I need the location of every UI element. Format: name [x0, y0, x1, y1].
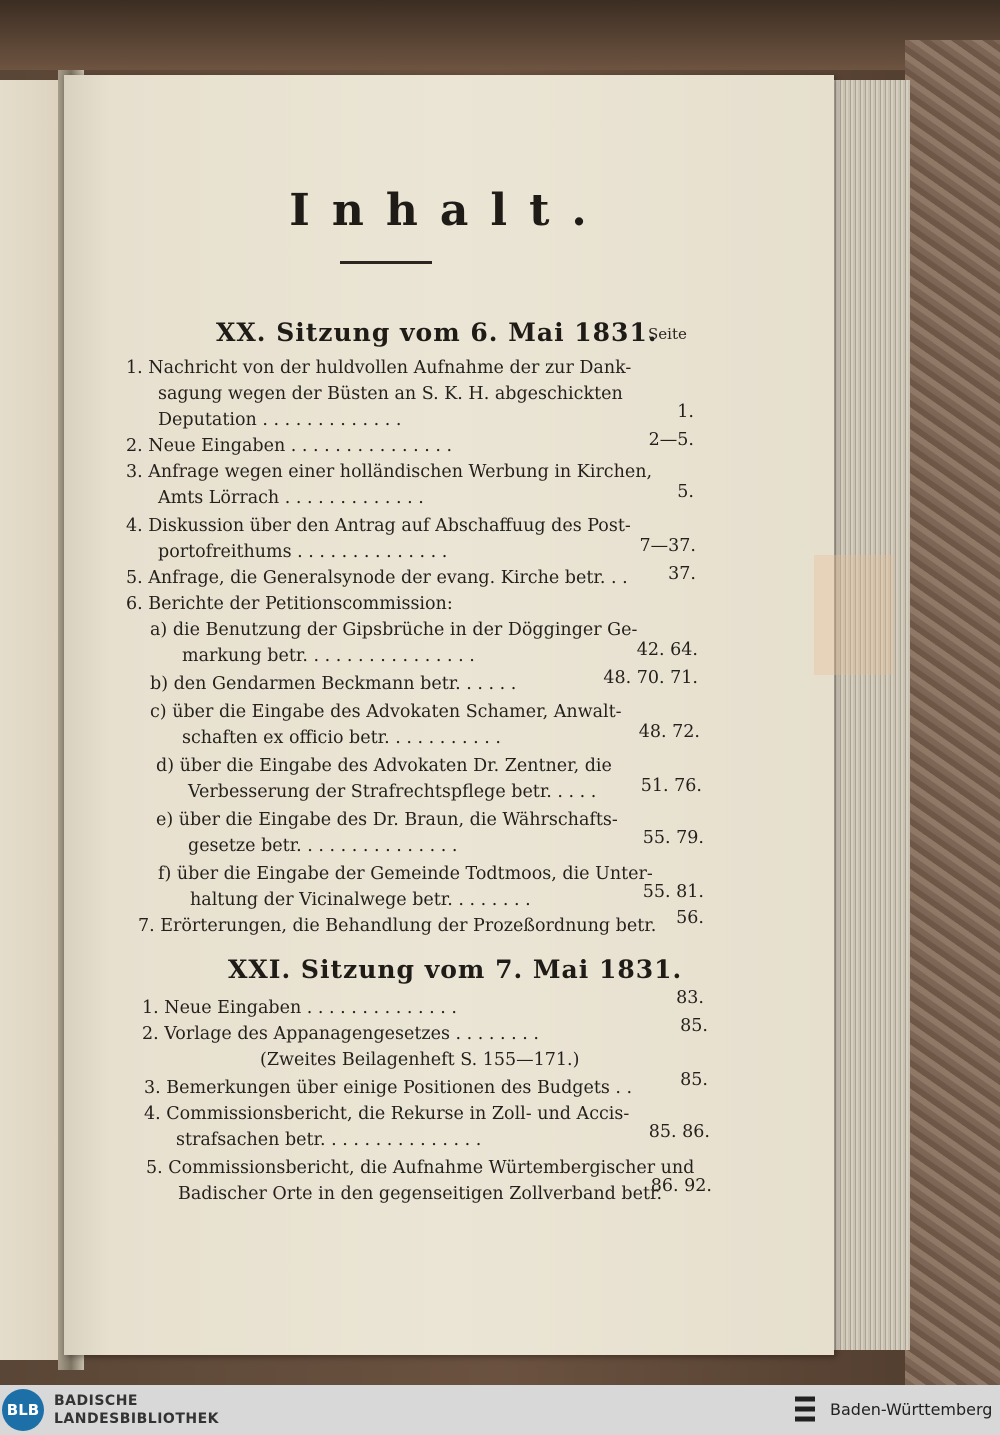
toc-entry-line: Deputation . . . . . . . . . . . . .: [158, 410, 402, 430]
toc-entry-line: b) den Gendarmen Beckmann betr. . . . . .: [150, 674, 517, 694]
toc-entry-line: c) über die Eingabe des Advokaten Schamer, Anwalt-: [150, 702, 622, 722]
page-column-label: Seite: [648, 325, 687, 343]
toc-page-number: 5.: [677, 482, 694, 502]
toc-entry-line: 5. Anfrage, die Generalsynode der evang. Kirche betr. . .: [126, 568, 628, 588]
toc-entry-line: 5. Commissionsbericht, die Aufnahme Würtembergischer und: [146, 1158, 695, 1178]
book-cover-top: [0, 0, 1000, 70]
session-heading-xxi: XXI. Sitzung vom 7. Mai 1831.: [228, 955, 683, 984]
toc-entry-line: 3. Bemerkungen über einige Positionen des Budgets . .: [144, 1078, 633, 1098]
toc-entry-line: schaften ex officio betr. . . . . . . . . . .: [182, 728, 501, 748]
toc-entry-line: e) über die Eingabe des Dr. Braun, die Währschafts-: [156, 810, 618, 830]
toc-page-number: 51. 76.: [640, 776, 702, 796]
toc-page-number: 85.: [680, 1070, 708, 1090]
title-rule: [340, 261, 432, 264]
toc-entry-line: 7. Erörterungen, die Behandlung der Prozeßordnung betr.: [138, 916, 657, 936]
toc-page-number: 42. 64.: [636, 640, 698, 660]
toc-entry-line: 1. Neue Eingaben . . . . . . . . . . . . . .: [142, 998, 457, 1018]
toc-page-number: 48. 70. 71.: [603, 668, 698, 688]
toc-entry-line: 3. Anfrage wegen einer holländischen Werbung in Kirchen,: [126, 462, 653, 482]
toc-entry-line: markung betr. . . . . . . . . . . . . . . .: [182, 646, 475, 666]
toc-page-number: 85. 86.: [648, 1122, 710, 1142]
toc-entry-line: 2. Neue Eingaben . . . . . . . . . . . . . . .: [126, 436, 453, 456]
toc-page-number: 83.: [676, 988, 704, 1008]
page-title: Inhalt.: [289, 185, 609, 236]
toc-page-number: 7—37.: [639, 536, 696, 556]
session-heading-xx: XX. Sitzung vom 6. Mai 1831.: [216, 318, 658, 347]
toc-entry-line: Badischer Orte in den gegenseitigen Zollverband betr.: [178, 1184, 663, 1204]
toc-entry-line: 1. Nachricht von der huldvollen Aufnahme der zur Dank-: [126, 358, 632, 378]
toc-entry-line: sagung wegen der Büsten an S. K. H. abgeschickten: [158, 384, 623, 404]
lions-coat-of-arms-icon: [792, 1395, 818, 1425]
toc-entry-line: a) die Benutzung der Gipsbrüche in der Dögginger Ge-: [150, 620, 638, 640]
toc-entry-line: Amts Lörrach . . . . . . . . . . . . .: [158, 488, 424, 508]
toc-entry-line: 4. Diskussion über den Antrag auf Abschaffuug des Post-: [126, 516, 631, 536]
right-page: [64, 75, 834, 1355]
toc-page-number: 37.: [668, 564, 696, 584]
toc-page-number: 55. 81.: [642, 882, 704, 902]
toc-entry-line: 2. Vorlage des Appanagengesetzes . . . . . . . .: [142, 1024, 539, 1044]
toc-entry-line: (Zweites Beilagenheft S. 155—171.): [260, 1050, 580, 1070]
toc-page-number: 1.: [677, 402, 694, 422]
toc-entry-line: Verbesserung der Strafrechtspflege betr. . . . .: [188, 782, 597, 802]
state-name[interactable]: Baden-Württemberg: [830, 1400, 993, 1419]
toc-page-number: 56.: [676, 908, 704, 928]
toc-page-number: 2—5.: [648, 430, 694, 450]
toc-entry-line: d) über die Eingabe des Advokaten Dr. Zentner, die: [156, 756, 612, 776]
toc-page-number: 85.: [680, 1016, 708, 1036]
toc-entry-line: haltung der Vicinalwege betr. . . . . . . .: [190, 890, 531, 910]
blb-logo-icon[interactable]: BLB: [2, 1389, 44, 1431]
toc-entry-line: 4. Commissionsbericht, die Rekurse in Zoll- und Accis-: [144, 1104, 630, 1124]
page-edges: [828, 80, 910, 1350]
library-name: BADISCHE LANDESBIBLIOTHEK: [54, 1393, 220, 1427]
toc-page-number: 48. 72.: [638, 722, 700, 742]
toc-entry-line: portofreithums . . . . . . . . . . . . . .: [158, 542, 448, 562]
toc-page-number: 86. 92.: [650, 1176, 712, 1196]
toc-entry-line: f) über die Eingabe der Gemeinde Todtmoos, die Unter-: [158, 864, 653, 884]
toc-entry-line: gesetze betr. . . . . . . . . . . . . . .: [188, 836, 458, 856]
toc-entry-line: 6. Berichte der Petitionscommission:: [126, 594, 453, 614]
toc-entry-line: strafsachen betr. . . . . . . . . . . . . . .: [176, 1130, 482, 1150]
viewer-footer: [0, 1385, 1000, 1435]
toc-page-number: 55. 79.: [642, 828, 704, 848]
book-cover-right: [905, 40, 1000, 1385]
